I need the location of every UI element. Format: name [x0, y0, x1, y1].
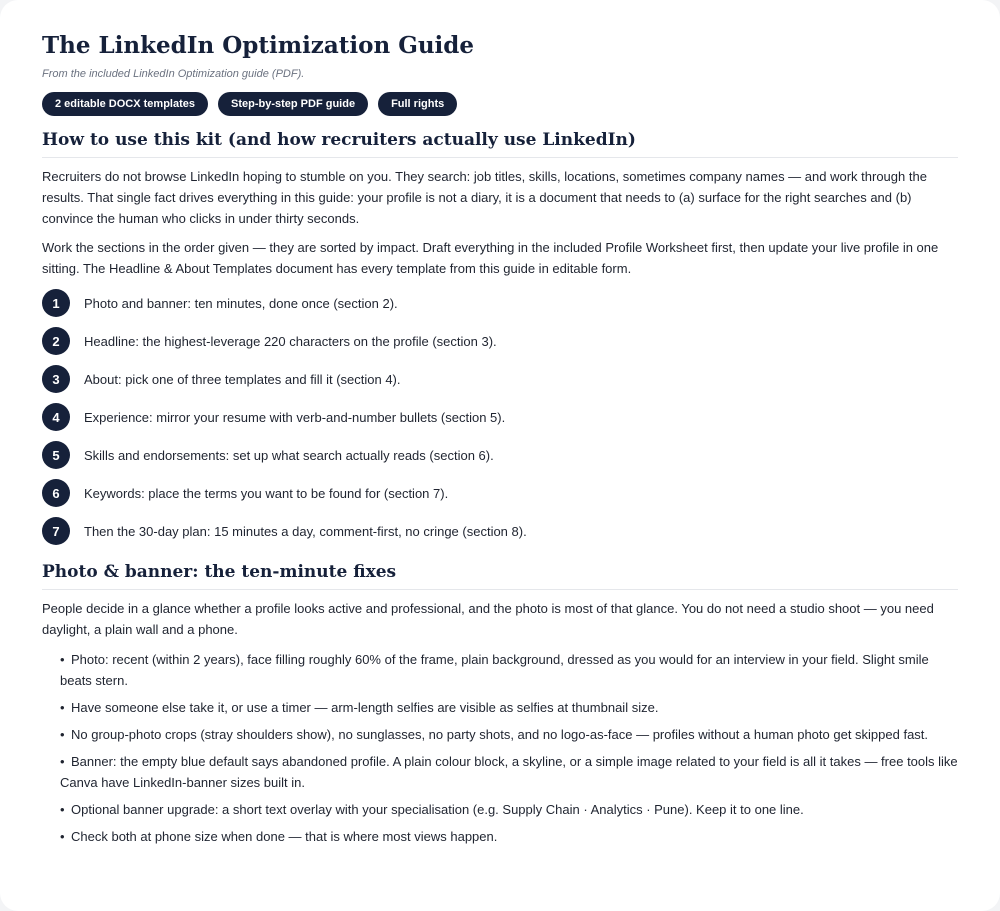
bullet-dot-icon: •: [60, 727, 65, 742]
badge-docx-templates: 2 editable DOCX templates: [42, 92, 208, 116]
step-item: [42, 478, 958, 508]
list-item: [60, 826, 958, 847]
step-text: Keywords: place the terms you want to be found for (section 7).: [84, 485, 449, 501]
step-number-badge: 2: [42, 327, 70, 355]
step-item: [42, 288, 958, 318]
step-text: Then the 30-day plan: 15 minutes a day, comment-first, no cringe (section 8).: [84, 523, 527, 539]
page-title: The LinkedIn Optimization Guide: [42, 32, 475, 59]
step-number-badge: 6: [42, 479, 70, 507]
step-text: Experience: mirror your resume with verb-and-number bullets (section 5).: [84, 409, 506, 425]
page-subtitle: From the included LinkedIn Optimization guide (PDF).: [42, 68, 305, 80]
list-item: [60, 649, 958, 691]
order-paragraph: Work the sections in the order given — they are sorted by impact. Draft everything in the included Profile Worksheet first, then update your live profile in one sitting. The Headline & About Templates document has every template from this guide in editable form.: [42, 240, 939, 276]
intro-paragraph: Recruiters do not browse LinkedIn hoping to stumble on you. They search: job titles, skills, locations, sometimes company names — and work through the results. That single fact drives everything in this guide: your profile is not a diary, it is a document that needs to (a) surface for the right searches and (b) convince the human who clicks in under thirty seconds.: [42, 169, 927, 226]
list-item-text: Check both at phone size when done — that is where most views happen.: [71, 829, 498, 844]
section-heading-how-to-use: How to use this kit (and how recruiters actually use LinkedIn): [42, 128, 958, 158]
list-item: [60, 724, 958, 745]
list-item: [60, 751, 958, 793]
list-item-text: Have someone else take it, or use a timer — arm-length selfies are visible as selfies at thumbnail size.: [71, 700, 659, 715]
step-number-badge: 4: [42, 403, 70, 431]
step-item: [42, 326, 958, 356]
step-number-badge: 5: [42, 441, 70, 469]
list-item: [60, 799, 958, 820]
step-text: Skills and endorsements: set up what search actually reads (section 6).: [84, 447, 494, 463]
list-item-text: Banner: the empty blue default says abandoned profile. A plain colour block, a skyline, or a simple image related to your field is all it takes — free tools like Canva have LinkedIn-banner sizes built in.: [60, 754, 958, 790]
step-list: [42, 288, 958, 546]
bullet-dot-icon: •: [60, 754, 65, 769]
step-number-badge: 7: [42, 517, 70, 545]
bullet-dot-icon: •: [60, 829, 65, 844]
badge-pdf-guide: Step-by-step PDF guide: [218, 92, 368, 116]
bullet-dot-icon: •: [60, 700, 65, 715]
step-number-badge: 1: [42, 289, 70, 317]
step-item: [42, 516, 958, 546]
section-heading-photo-banner: Photo & banner: the ten-minute fixes: [42, 560, 958, 590]
badge-full-rights: Full rights: [378, 92, 457, 116]
photo-tips-list: [42, 649, 958, 847]
list-item-text: Photo: recent (within 2 years), face filling roughly 60% of the frame, plain background, dressed as you would for an interview in your field. Slight smile beats stern.: [60, 652, 929, 688]
badge-row: [42, 92, 958, 116]
photo-intro-paragraph: People decide in a glance whether a profile looks active and professional, and the photo is most of that glance. You do not need a studio shoot — you need daylight, a plain wall and a phone.: [42, 601, 934, 637]
step-item: [42, 440, 958, 470]
step-item: [42, 364, 958, 394]
list-item: [60, 697, 958, 718]
bullet-dot-icon: •: [60, 652, 65, 667]
list-item-text: No group-photo crops (stray shoulders show), no sunglasses, no party shots, and no logo-as-face — profiles without a human photo get skipped fast.: [71, 727, 929, 742]
step-text: About: pick one of three templates and fill it (section 4).: [84, 371, 401, 387]
step-text: Headline: the highest-leverage 220 characters on the profile (section 3).: [84, 333, 497, 349]
list-item-text: Optional banner upgrade: a short text overlay with your specialisation (e.g. Supply Chain · Analytics · Pune). Keep it to one line.: [71, 802, 804, 817]
step-text: Photo and banner: ten minutes, done once (section 2).: [84, 295, 398, 311]
step-item: [42, 402, 958, 432]
step-number-badge: 3: [42, 365, 70, 393]
bullet-dot-icon: •: [60, 802, 65, 817]
